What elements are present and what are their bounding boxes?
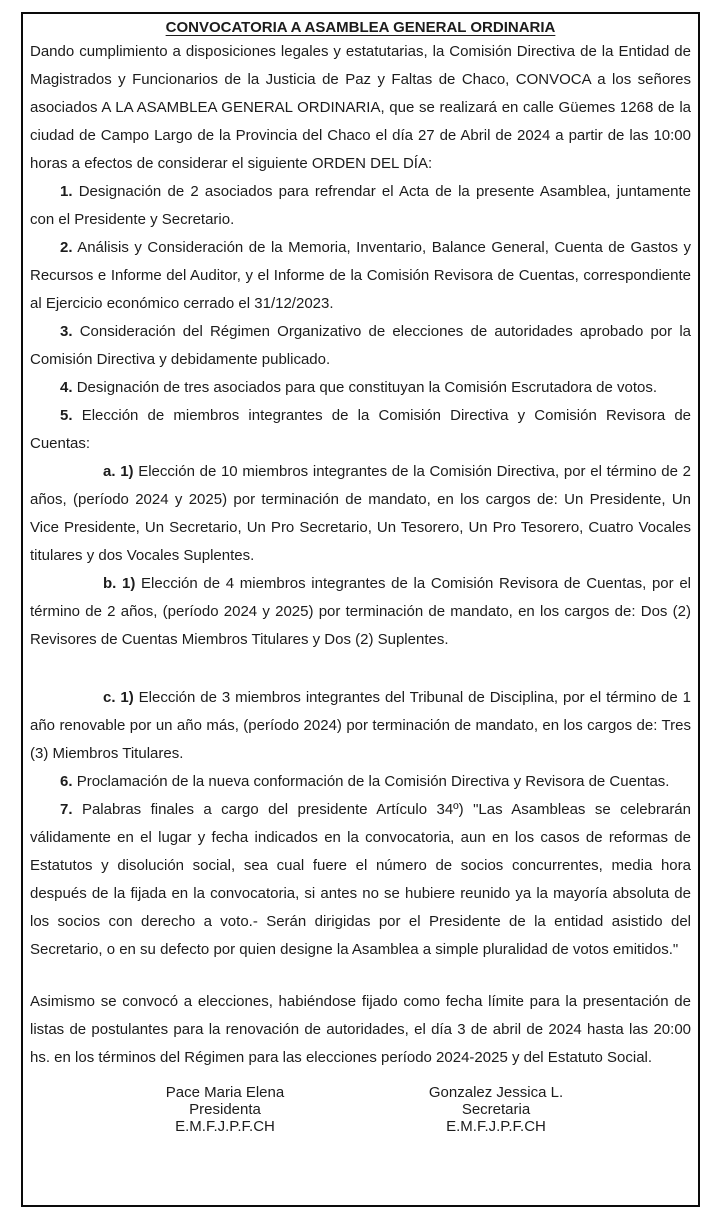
signature-secretary-org: E.M.F.J.P.F.CH [446,1118,546,1135]
order-subitem-b-number: b. 1) [103,575,136,592]
blank-line-1 [30,654,691,684]
order-item-3-number: 3. [60,323,73,340]
order-item-2-text: Análisis y Consideración de la Memoria, Inventario, Balance General, Cuenta de Gastos y Recursos e Informe del Auditor, y el Informe de la Comisión Revisora de Cuentas, correspondiente al Ejercicio económico cerrado el 31/12/2023. [30,239,692,312]
order-subitem-c-text: Elección de 3 miembros integrantes del Tribunal de Disciplina, por el término de 1 año renovable por un año más, (período 2024) por terminación de mandato, en los cargos de: Tres (3) Miembros Titulares. [30,689,691,762]
order-subitem-c [30,684,691,768]
order-item-6-text: Proclamación de la nueva conformación de la Comisión Directiva y Revisora de Cuentas. [76,773,670,790]
order-item-4-number: 4. [60,379,73,396]
document-title-text: CONVOCATORIA A ASAMBLEA GENERAL ORDINARIA [165,19,556,36]
order-subitem-b [30,570,691,654]
order-item-4-text: Designación de tres asociados para que constituyan la Comisión Escrutadora de votos. [76,379,658,396]
order-subitem-b-text: Elección de 4 miembros integrantes de la Comisión Revisora de Cuentas, por el término de 2 años, (período 2024 y 2025) por terminación de mandato, en los cargos de: Dos (2) Revisores de Cuentas Miembros Titulares y Dos (2) Suplentes. [30,575,691,648]
order-item-1 [30,178,691,234]
order-item-3-text: Consideración del Régimen Organizativo de elecciones de autoridades aprobado por la Comisión Directiva y debidamente publicado. [30,323,692,368]
order-item-5 [30,402,691,458]
order-item-3 [30,318,691,374]
order-item-6 [30,768,691,796]
order-item-2-number: 2. [60,239,73,256]
order-item-2 [30,234,691,318]
signature-president-role: Presidenta [189,1101,261,1118]
order-subitem-c-number: c. 1) [103,689,134,706]
order-subitem-a-text: Elección de 10 miembros integrantes de la Comisión Directiva, por el término de 2 años, (período 2024 y 2025) por terminación de mandato, en los cargos de: Un Presidente, Un Vice Presidente, Un Secretario, Un Pro Secretario, Un Tesorero, Un Pro Tesorero, Cuatro Vocales titulares y dos Vocales Suplentes. [30,463,692,564]
order-item-5-text: Elección de miembros integrantes de la Comisión Directiva y Comisión Revisora de Cuentas: [30,407,692,452]
order-item-4 [30,374,691,402]
order-item-5-number: 5. [60,407,73,424]
signature-secretary-role: Secretaria [461,1101,531,1118]
signature-president [110,1084,340,1135]
signature-president-name: Pace Maria Elena [165,1084,285,1101]
order-item-1-text: Designación de 2 asociados para refrendar el Acta de la presente Asamblea, juntamente con el Presidente y Secretario. [30,183,691,228]
signature-president-org: E.M.F.J.P.F.CH [175,1118,275,1135]
document-title [30,19,691,37]
order-subitem-a [30,458,691,570]
blank-line-2 [30,964,691,988]
closing-paragraph: Asimismo se convocó a elecciones, habiéndose fijado como fecha límite para la presentación de listas de postulantes para la renovación de autoridades, el día 3 de abril de 2024 hasta las 20:00 hs. en los términos del Régimen para las elecciones período 2024-2025 y del Estatuto Social. [30,993,691,1066]
intro-paragraph: Dando cumplimiento a disposiciones legales y estatutarias, la Comisión Directiva de la Entidad de Magistrados y Funcionarios de la Justicia de Paz y Faltas de Chaco, CONVOCA a los señores asociados A LA ASAMBLEA GENERAL ORDINARIA, que se realizará en calle Güemes 1268 de la ciudad de Campo Largo de la Provincia del Chaco el día 27 de Abril de 2024 a partir de las 10:00 horas a efectos de considerar el siguiente ORDEN DEL DÍA: [30,43,691,172]
order-item-7 [30,796,691,964]
order-item-6-number: 6. [60,773,73,790]
order-item-1-number: 1. [60,183,73,200]
order-subitem-a-number: a. 1) [103,463,134,480]
order-item-7-text: Palabras finales a cargo del presidente Artículo 34º) "Las Asambleas se celebrarán válidamente en el lugar y fecha indicados en la convocatoria, aun en los casos de reformas de Estatutos y disolución social, sea cual fuere el número de socios concurrentes, media hora después de la fijada en la convocatoria, si antes no se hubiere reunido ya la mayoría absoluta de los socios con derecho a voto.- Serán dirigidas por el Presidente de la entidad asistido del Secretario, o en su defecto por quien designe la Asamblea a simple pluralidad de votos emitidos." [30,801,691,958]
signature-block [30,1084,691,1135]
document-border [21,12,700,1207]
signature-secretary-name: Gonzalez Jessica L. [428,1084,564,1101]
signature-secretary [381,1084,611,1135]
order-item-7-number: 7. [60,801,73,818]
